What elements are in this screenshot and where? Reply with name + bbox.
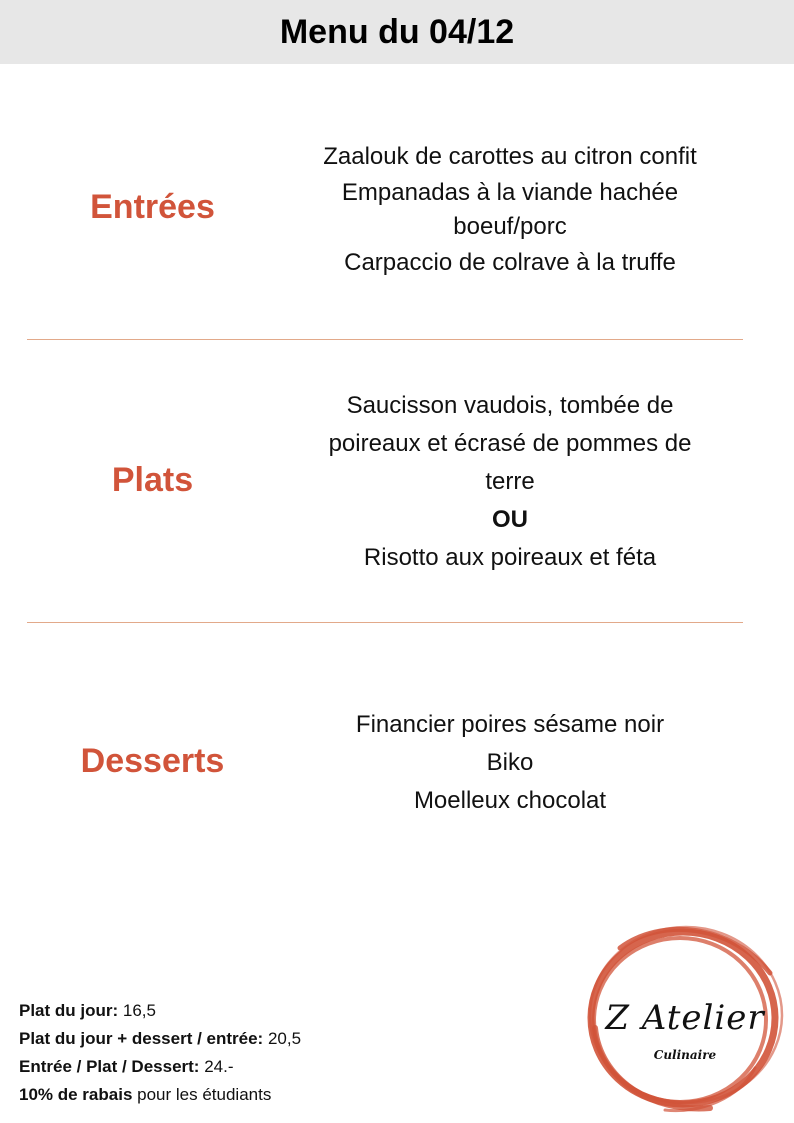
menu-item: Moelleux chocolat — [413, 787, 607, 814]
price-value: 16,5 — [118, 1001, 156, 1020]
price-line — [19, 1081, 301, 1109]
section-divider — [27, 339, 743, 340]
entrees-items — [270, 138, 750, 282]
section-title-entrees: Entrées — [90, 188, 215, 226]
menu-item: poireaux et écrasé de pommes de — [328, 430, 692, 457]
logo-name: Z Atelier — [605, 998, 765, 1038]
or-separator: OU — [492, 506, 528, 533]
menu-item: Empanadas à la viande hachée — [341, 179, 679, 206]
price-label: Entrée / Plat / Dessert: — [19, 1057, 200, 1076]
menu-item: Zaalouk de carottes au citron confit — [323, 143, 697, 170]
menu-item: Carpaccio de colrave à la truffe — [344, 249, 676, 276]
menu-item: Saucisson vaudois, tombée de — [346, 392, 674, 419]
title-bar — [0, 0, 794, 64]
price-list — [19, 997, 301, 1109]
section-divider — [27, 622, 743, 623]
price-label: Plat du jour + dessert / entrée: — [19, 1029, 264, 1048]
menu-item: Risotto aux poireaux et féta — [363, 544, 657, 571]
menu-item: terre — [485, 468, 535, 495]
menu-item: boeuf/porc — [453, 213, 567, 240]
price-value: 20,5 — [263, 1029, 302, 1048]
section-title-desserts: Desserts — [80, 742, 225, 780]
price-line — [19, 1025, 301, 1053]
price-line — [19, 1053, 301, 1081]
price-value: 24.- — [199, 1057, 234, 1076]
menu-item: Biko — [486, 749, 534, 776]
page-title: Menu du 04/12 — [279, 12, 515, 51]
price-value: pour les étudiants — [132, 1085, 272, 1104]
menu-item: Financier poires sésame noir — [355, 711, 665, 738]
desserts-items — [270, 706, 750, 820]
logo — [580, 918, 790, 1118]
logo-subtitle: Culinaire — [653, 1048, 717, 1062]
section-title-plats: Plats — [111, 461, 194, 499]
plats-items — [270, 387, 750, 577]
price-line — [19, 997, 301, 1025]
price-label: 10% de rabais — [19, 1085, 133, 1104]
price-label: Plat du jour: — [19, 1001, 119, 1020]
